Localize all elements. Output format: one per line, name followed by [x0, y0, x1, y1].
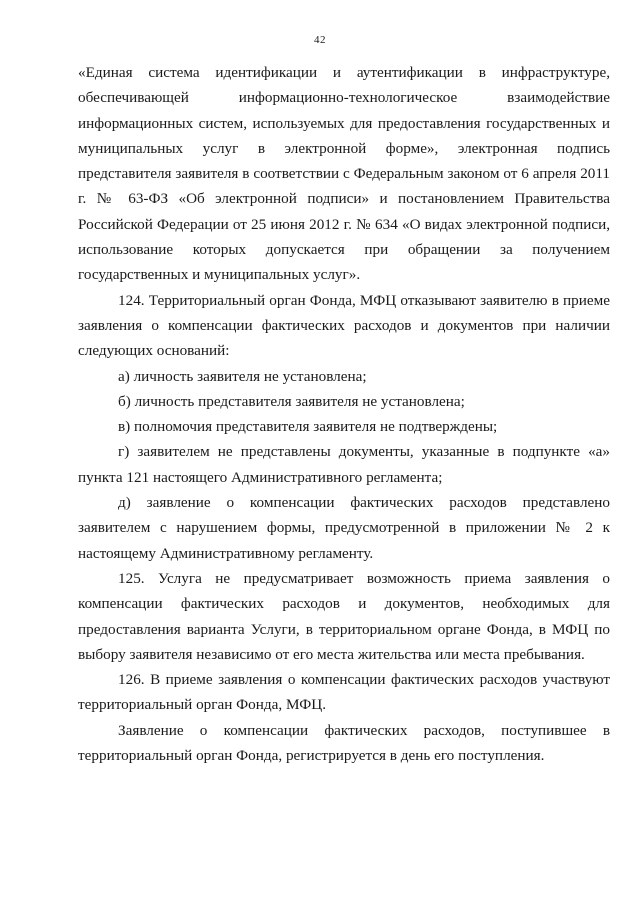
- paragraph-126-registration: Заявление о компенсации фактических расходов, поступившее в территориальный орган Фонда, регистрируется в день его поступления.: [78, 721, 610, 765]
- paragraph-124: 124. Территориальный орган Фонда, МФЦ отказывают заявителю в приеме заявления о компенсации фактических расходов и документов при наличии следующих оснований:: [78, 291, 610, 360]
- list-item-g: г) заявителем не представлены документы, указанные в подпункте «а» пункта 121 настоящего Административного регламента;: [78, 443, 610, 486]
- paragraph-125: 125. Услуга не предусматривает возможность приема заявления о компенсации фактических расходов и документов, необходимых для предоставления варианта Услуги, в территориальном органе Фонда, в МФЦ по выбору заявителя независимо от его места жительства или места пребывания.: [78, 569, 610, 663]
- list-item-a: а) личность заявителя не установлена;: [118, 367, 367, 385]
- paragraph-126: 126. В приеме заявления о компенсации фактических расходов участвуют территориальный орган Фонда, МФЦ.: [78, 671, 610, 714]
- paragraph-continuation: «Единая система идентификации и аутентификации в инфраструктуре, обеспечивающей информационно-технологическое взаимодействие информационных систем, используемых для предоставления государственных и муниципальных услуг в электронной форме», электронная подпись представителя заявителя в соответствии с Федеральным законом от 6 апреля 2011 г. № 63-ФЗ «Об электронной подписи» и постановлением Правительства Российской Федерации от 25 июня 2012 г. № 634 «О видах электронной подписи, использование которых допускается при обращении за получением государственных и муниципальных услуг».: [78, 64, 610, 284]
- list-item-v: в) полномочия представителя заявителя не подтверждены;: [118, 418, 498, 436]
- list-item-b: б) личность представителя заявителя не установлена;: [118, 392, 465, 410]
- document-body: [78, 60, 610, 768]
- page-number: 42: [314, 34, 326, 46]
- list-item-d: д) заявление о компенсации фактических расходов представлено заявителем с нарушением формы, предусмотренной в приложении № 2 к настоящему Административному регламенту.: [78, 494, 610, 562]
